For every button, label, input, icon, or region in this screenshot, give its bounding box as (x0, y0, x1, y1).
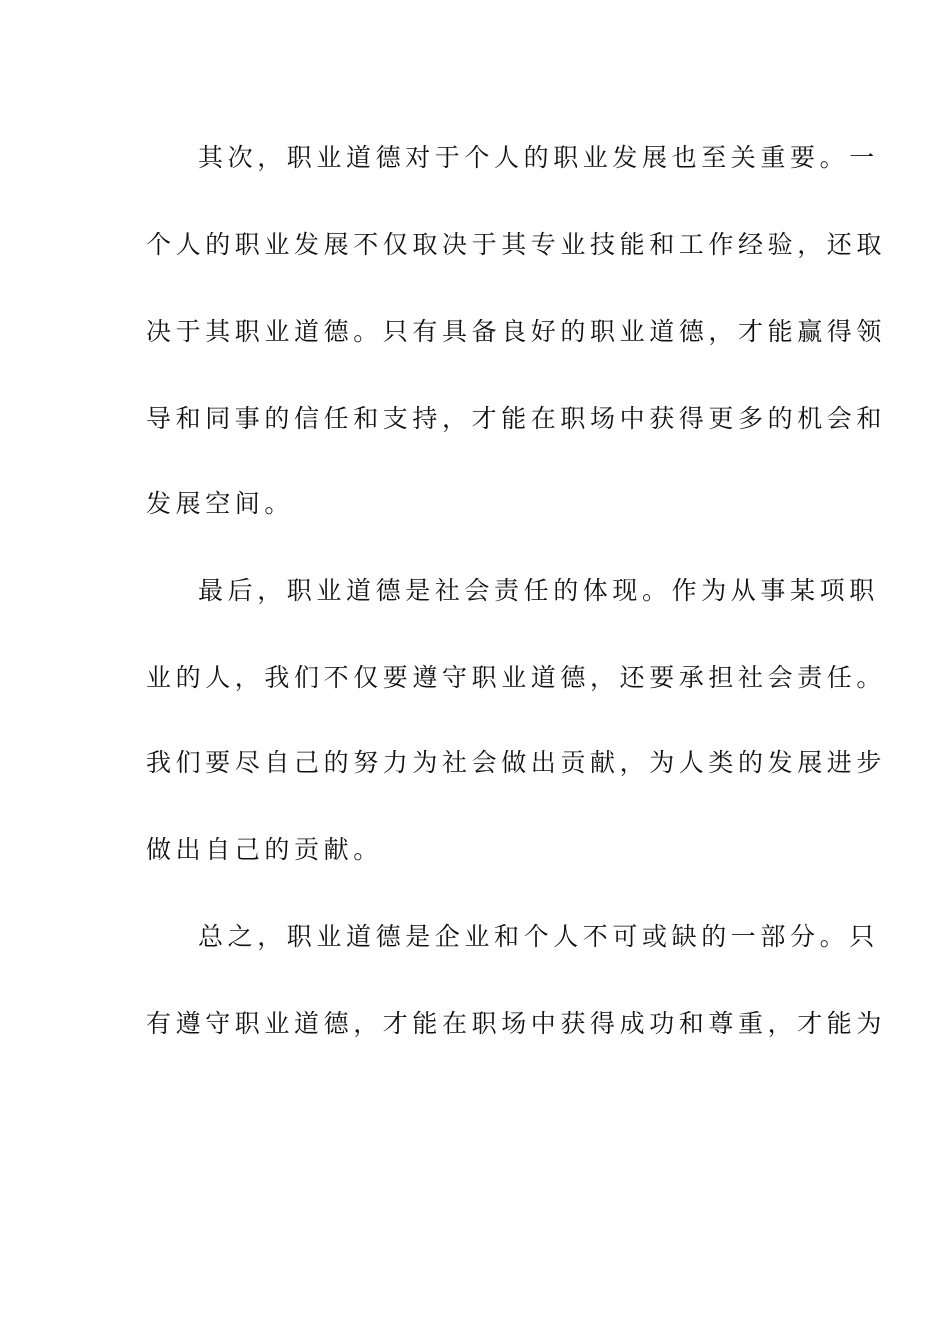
paragraph-1-line-5: 发展空间。 (146, 489, 295, 518)
paragraph-1-line-4: 导和同事的信任和支持，才能在职场中获得更多的机会和 (146, 404, 887, 433)
paragraph-2-line-2: 业的人，我们不仅要遵守职业道德，还要承担社会责任。 (146, 663, 887, 692)
paragraph-2-line-1: 最后，职业道德是社会责任的体现。作为从事某项职 (198, 576, 879, 605)
paragraph-3-line-2: 有遵守职业道德，才能在职场中获得成功和尊重，才能为 (146, 1009, 887, 1038)
paragraph-1-line-1: 其次，职业道德对于个人的职业发展也至关重要。一 (198, 143, 879, 172)
paragraph-2-line-3: 我们要尽自己的努力为社会做出贡献，为人类的发展进步 (146, 748, 887, 777)
paragraph-1-line-2: 个人的职业发展不仅取决于其专业技能和工作经验，还取 (146, 230, 887, 259)
paragraph-1-line-3: 决于其职业道德。只有具备良好的职业道德，才能赢得领 (146, 317, 887, 346)
paragraph-3-line-1: 总之，职业道德是企业和个人不可或缺的一部分。只 (198, 922, 879, 951)
paragraph-2-line-4: 做出自己的贡献。 (146, 835, 383, 864)
